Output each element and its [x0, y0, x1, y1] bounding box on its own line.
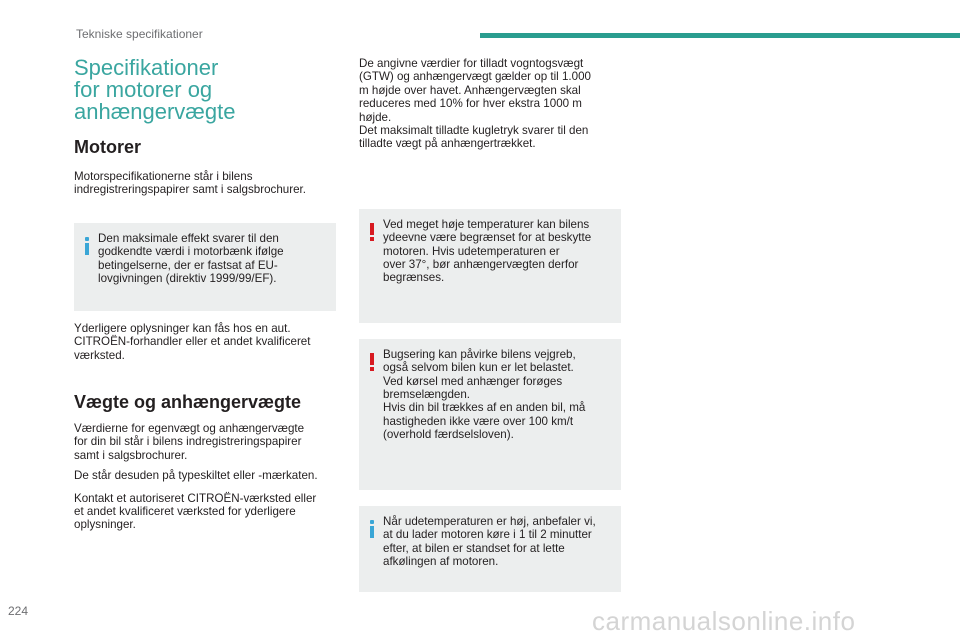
warning-towing: [359, 339, 621, 490]
section-label: Tekniske specifikationer: [76, 27, 203, 41]
header-accent-bar: [480, 33, 960, 38]
right-column: [359, 57, 621, 592]
warning-temperature: [359, 209, 621, 323]
more-info-text: Yderligere oplysninger kan fås hos en aut. CITROËN-forhandler eller et andet kvalificeret værksted.: [74, 321, 311, 362]
weights-heading: Vægte og anhængervægte: [74, 392, 302, 413]
weights-para-3: Kontakt et autoriseret CITROËN-værksted eller et andet kvalificeret værksted for yderligere oplysninger.: [74, 491, 317, 532]
info-cooling: [359, 506, 621, 592]
page-title: Specifikationer for motorer og anhængervægte: [74, 55, 236, 124]
warning-temperature-text: Ved meget høje temperaturer kan bilens ydeevne være begrænset for at beskytte motoren. Hvis udetemperaturen er over 37°, bør anhængervægten derfor begrænses.: [383, 217, 592, 285]
info-cooling-text: Når udetemperaturen er høj, anbefaler vi, at du lader motoren køre i 1 til 2 minutter efter, at bilen er standset for at lette afkølingen af motoren.: [383, 514, 596, 569]
left-column: [74, 57, 338, 532]
info-icon: [368, 520, 376, 538]
page-number: 224: [8, 604, 29, 618]
weights-para-1: Værdierne for egenvægt og anhængervægte for din bil står i bilens indregistreringspapirer samt i salgsbrochurer.: [74, 422, 305, 462]
info-note-power-text: Den maksimale effekt svarer til den godkendte værdi i motorbænk ifølge betingelserne, der er fastsat af EU- lovgivningen (direktiv 1999/99/EF).: [98, 231, 284, 286]
engines-intro: Motorspecifikationerne står i bilens indregistreringspapirer samt i salgsbrochurer.: [74, 170, 306, 197]
engines-heading: Motorer: [74, 137, 141, 157]
weights-para-2: De står desuden på typeskiltet eller -mærkaten.: [74, 469, 318, 483]
warning-towing-text: Bugsering kan påvirke bilens vejgreb, også selvom bilen kun er let belastet. Ved kørsel med anhænger forøges bremselængden. Hvis din bil trækkes af en anden bil, må hastigheden ikke være over 100 km/t (overhold færdselsloven).: [383, 347, 586, 442]
gtw-text: De angivne værdier for tilladt vogntogsvægt (GTW) og anhængervægt gælder op til 1.000 m højde over havet. Anhængervægten skal reduceres med 10% for hver ekstra 1000 m højde. Det maksimalt tilladte kugletryk svarer til den tilladte vægt på anhængertrækket.: [359, 57, 591, 151]
warning-icon: [368, 223, 376, 241]
info-note-power: [74, 223, 336, 311]
info-icon: [83, 237, 91, 255]
watermark: carmanualsonline.info: [592, 606, 856, 636]
warning-icon: [368, 353, 376, 371]
